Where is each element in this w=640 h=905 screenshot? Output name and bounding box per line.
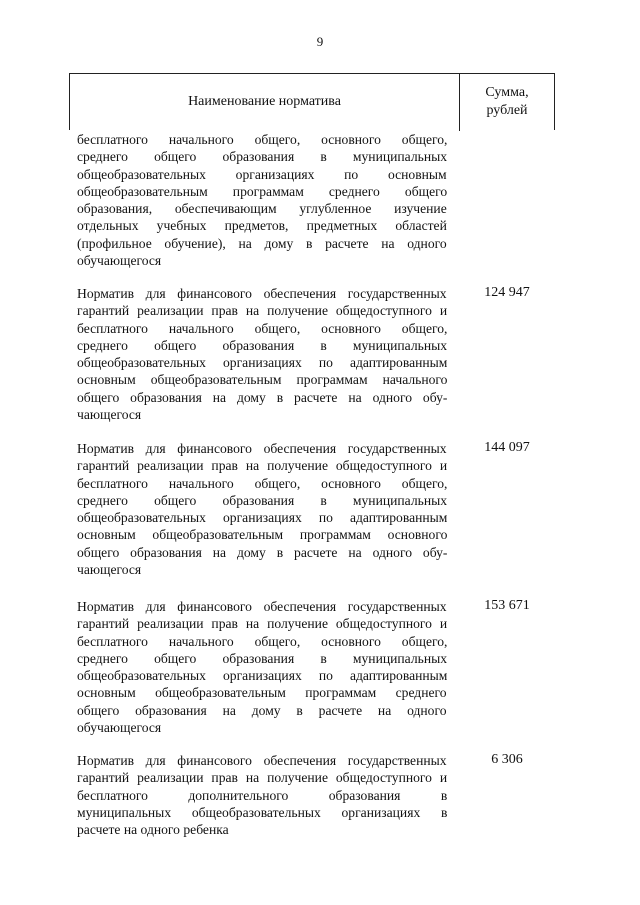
text-line: (профильное обучение), на дому в расчете на одного	[77, 235, 447, 251]
table-row-2-value: 144 097	[484, 440, 530, 455]
text-line: Норматив для финансового обеспечения государственных	[77, 286, 447, 301]
text-line: среднего общего образования в муниципальных	[77, 492, 447, 508]
text-line: общеобразовательных организациях по основным	[77, 166, 447, 182]
column-header-sum-line1: Сумма,	[485, 85, 529, 100]
column-header-sum	[460, 84, 554, 120]
text-line: Норматив для финансового обеспечения государственных	[77, 599, 447, 614]
column-header-sum-line2: рублей	[486, 103, 528, 118]
page-number: 9	[316, 34, 324, 49]
text-line: общего образования на дому в расчете на одного обу-	[77, 389, 447, 405]
text-line: гарантий реализации прав на получение общедоступного и	[77, 770, 447, 786]
text-line: обучающегося	[77, 253, 162, 269]
text-line: отдельных учебных предметов, предметных областей	[77, 218, 447, 234]
text-line: гарантий реализации прав на получение общедоступного и	[77, 616, 447, 632]
text-line: среднего общего образования в муниципальных	[77, 337, 447, 353]
table-row-2-text	[77, 440, 447, 578]
text-line: гарантий реализации прав на получение общедоступного и	[77, 303, 447, 319]
column-header-name: Наименование норматива	[188, 94, 341, 109]
text-line: образования, обеспечивающим углубленное изучение	[77, 201, 447, 217]
text-line: бесплатного начального общего, основного общего,	[77, 475, 447, 491]
text-line: муниципальных общеобразовательных организациях в	[77, 804, 447, 820]
text-line: общеобразовательных организациях по адаптированным	[77, 668, 447, 684]
text-line: Норматив для финансового обеспечения государственных	[77, 753, 447, 768]
table-row-4-text	[77, 752, 447, 838]
text-line: бесплатного начального общего, основного общего,	[77, 320, 447, 336]
text-line: среднего общего образования в муниципальных	[77, 149, 447, 165]
table-row-0-text	[77, 131, 447, 269]
text-line: основным общеобразовательным программам среднего	[77, 685, 447, 701]
table-row-3-value: 153 671	[484, 598, 530, 613]
text-line: основным общеобразовательным программам начального	[77, 372, 447, 388]
text-line: бесплатного дополнительного образования в	[77, 787, 447, 803]
table-row-3-text	[77, 598, 447, 736]
text-line: общего образования на дому в расчете на одного	[77, 702, 447, 718]
text-line: чающегося	[77, 407, 142, 423]
table-row-1-value: 124 947	[484, 285, 530, 300]
text-line: Норматив для финансового обеспечения государственных	[77, 441, 447, 456]
text-line: обучающегося	[77, 720, 162, 736]
table-row-4-value: 6 306	[491, 752, 523, 767]
text-line: среднего общего образования в муниципальных	[77, 650, 447, 666]
text-line: основным общеобразовательным программам основного	[77, 527, 447, 543]
text-line: расчете на одного ребенка	[77, 822, 229, 838]
text-line: общеобразовательных организациях по адаптированным	[77, 355, 447, 371]
text-line: общеобразовательным программам среднего общего	[77, 183, 447, 199]
text-line: общего образования на дому в расчете на одного обу-	[77, 544, 447, 560]
text-line: общеобразовательных организациях по адаптированным	[77, 510, 447, 526]
text-line: бесплатного начального общего, основного общего,	[77, 132, 447, 147]
text-line: бесплатного начального общего, основного общего,	[77, 633, 447, 649]
table-row-1-text	[77, 285, 447, 423]
text-line: чающегося	[77, 562, 142, 578]
text-line: гарантий реализации прав на получение общедоступного и	[77, 458, 447, 474]
